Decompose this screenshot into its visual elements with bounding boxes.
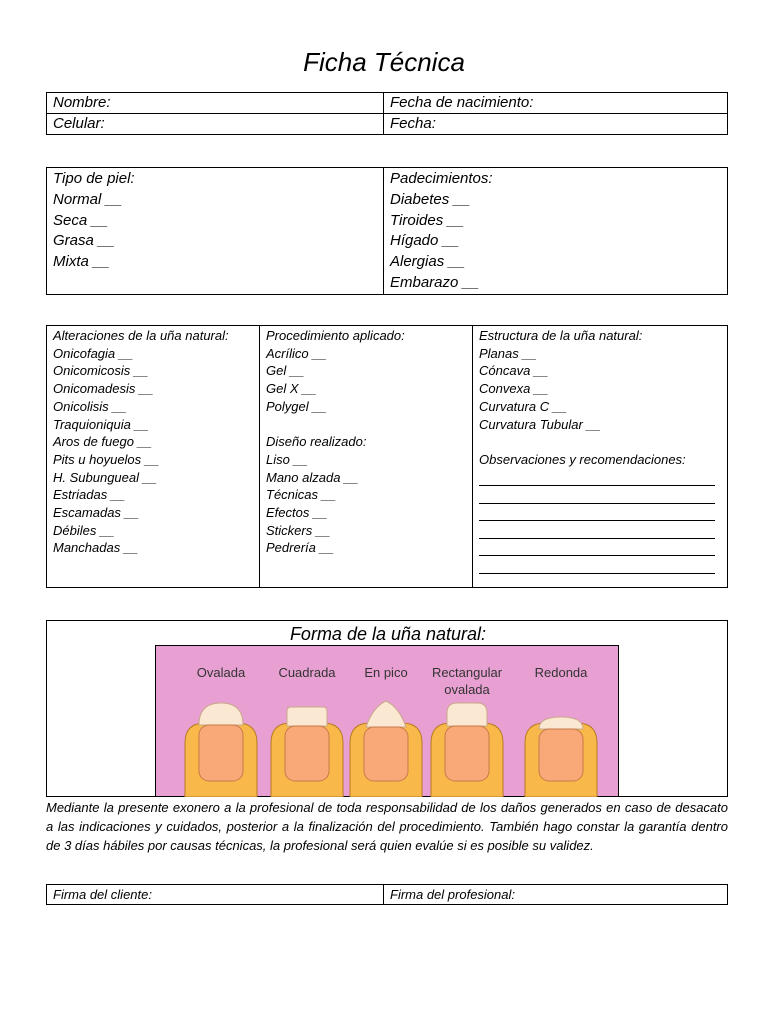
design-option[interactable]: Mano alzada __ (266, 469, 359, 485)
nail-details-table (46, 325, 728, 588)
celular-field[interactable]: Celular: (47, 114, 384, 135)
structure-option[interactable]: Planas __ (479, 345, 537, 361)
nombre-field[interactable]: Nombre: (47, 93, 384, 114)
nail-shape-section (46, 620, 728, 797)
observation-line[interactable] (479, 539, 715, 557)
alteration-option[interactable]: Onicofagia __ (53, 345, 134, 361)
procedure-option[interactable]: Gel X __ (266, 381, 317, 397)
procedure-option[interactable]: Polygel __ (266, 398, 327, 414)
client-signature-field[interactable]: Firma del cliente: (47, 885, 384, 905)
observation-line[interactable] (479, 521, 715, 539)
design-option[interactable]: Efectos __ (266, 505, 328, 521)
condition-option[interactable]: Alergias __ (390, 253, 466, 271)
observation-line[interactable] (479, 556, 715, 574)
alteration-option[interactable]: Aros de fuego __ (53, 434, 153, 450)
condition-option[interactable]: Tiroides __ (390, 211, 465, 229)
label-cuadrada: Cuadrada (278, 665, 336, 680)
label-rectangular-ovalada: ovalada (444, 682, 490, 697)
alteration-option[interactable]: Onicomicosis __ (53, 363, 149, 379)
label-rectangular: Rectangular (431, 665, 503, 680)
skin-conditions-table (46, 167, 728, 295)
label-en-pico: En pico (364, 665, 408, 680)
skin-option[interactable]: Grasa __ (53, 232, 115, 250)
alteration-option[interactable]: Manchadas __ (53, 540, 139, 556)
label-redonda: Redonda (534, 665, 588, 680)
condition-option[interactable]: Hígado __ (390, 232, 460, 250)
observation-line[interactable] (479, 486, 715, 504)
condition-option[interactable]: Diabetes __ (390, 190, 471, 208)
conditions-heading: Padecimientos: (390, 170, 493, 187)
structure-cell (473, 326, 728, 588)
fecha-field[interactable]: Fecha: (384, 114, 728, 135)
observations-heading: Observaciones y recomendaciones: (479, 451, 686, 467)
structure-option[interactable]: Curvatura Tubular __ (479, 416, 601, 432)
alteration-option[interactable]: Pits u hoyuelos __ (53, 451, 160, 467)
design-option[interactable]: Pedrería __ (266, 540, 334, 556)
structure-option[interactable]: Curvatura C __ (479, 398, 568, 414)
observation-line[interactable] (479, 469, 715, 487)
nail-shape-heading: Forma de la uña natural: (289, 624, 487, 644)
structure-heading: Estructura de la uña natural: (479, 328, 643, 343)
procedure-option[interactable]: Gel __ (266, 363, 305, 379)
alteration-option[interactable]: Débiles __ (53, 522, 115, 538)
procedure-heading: Procedimiento aplicado: (266, 328, 405, 343)
alteration-option[interactable]: Onicomadesis __ (53, 381, 154, 397)
observation-line[interactable] (479, 504, 715, 522)
condition-option[interactable]: Embarazo __ (390, 273, 480, 291)
alterations-cell (47, 326, 260, 588)
alteration-option[interactable]: Traquioniquia __ (53, 416, 149, 432)
design-heading: Diseño realizado: (266, 434, 367, 450)
alteration-option[interactable]: Onicolisis __ (53, 398, 127, 414)
alteration-option[interactable]: Escamadas __ (53, 505, 139, 521)
structure-option[interactable]: Cóncava __ (479, 363, 549, 379)
alteration-option[interactable]: H. Subungueal __ (53, 469, 158, 485)
page-title: Ficha Técnica (303, 47, 465, 77)
structure-option[interactable]: Convexa __ (479, 381, 549, 397)
disclaimer-text: Mediante la presente exonero a la profesional de toda responsabilidad de los daños generados en caso de desacato a las indicaciones y cuidados, posterior a la finalización del procedimiento. También hago constar la garantía dentro de 3 días hábiles por causas técnicas, la profesional será quien evalúe si es posible su validez. (46, 800, 728, 853)
skin-type-cell (47, 168, 384, 295)
personal-info-table (46, 92, 728, 135)
professional-signature-field[interactable]: Firma del profesional: (384, 885, 728, 905)
conditions-cell (384, 168, 728, 295)
finger-redonda (525, 717, 597, 797)
design-option[interactable]: Liso __ (266, 451, 308, 467)
skin-option[interactable]: Mixta __ (53, 253, 110, 271)
nail-shapes-illustration (155, 645, 619, 797)
label-ovalada: Ovalada (196, 665, 246, 680)
alteration-option[interactable]: Estriadas __ (53, 487, 126, 503)
signatures-table (46, 884, 728, 905)
skin-option[interactable]: Seca __ (53, 211, 109, 229)
design-option[interactable]: Técnicas __ (266, 487, 337, 503)
alterations-heading: Alteraciones de la uña natural: (53, 328, 229, 343)
fecha-nacimiento-field[interactable]: Fecha de nacimiento: (384, 93, 728, 114)
procedure-option[interactable]: Acrílico __ (266, 345, 327, 361)
skin-option[interactable]: Normal __ (53, 190, 123, 208)
procedure-cell (260, 326, 473, 588)
skin-type-heading: Tipo de piel: (53, 170, 135, 187)
design-option[interactable]: Stickers __ (266, 522, 331, 538)
